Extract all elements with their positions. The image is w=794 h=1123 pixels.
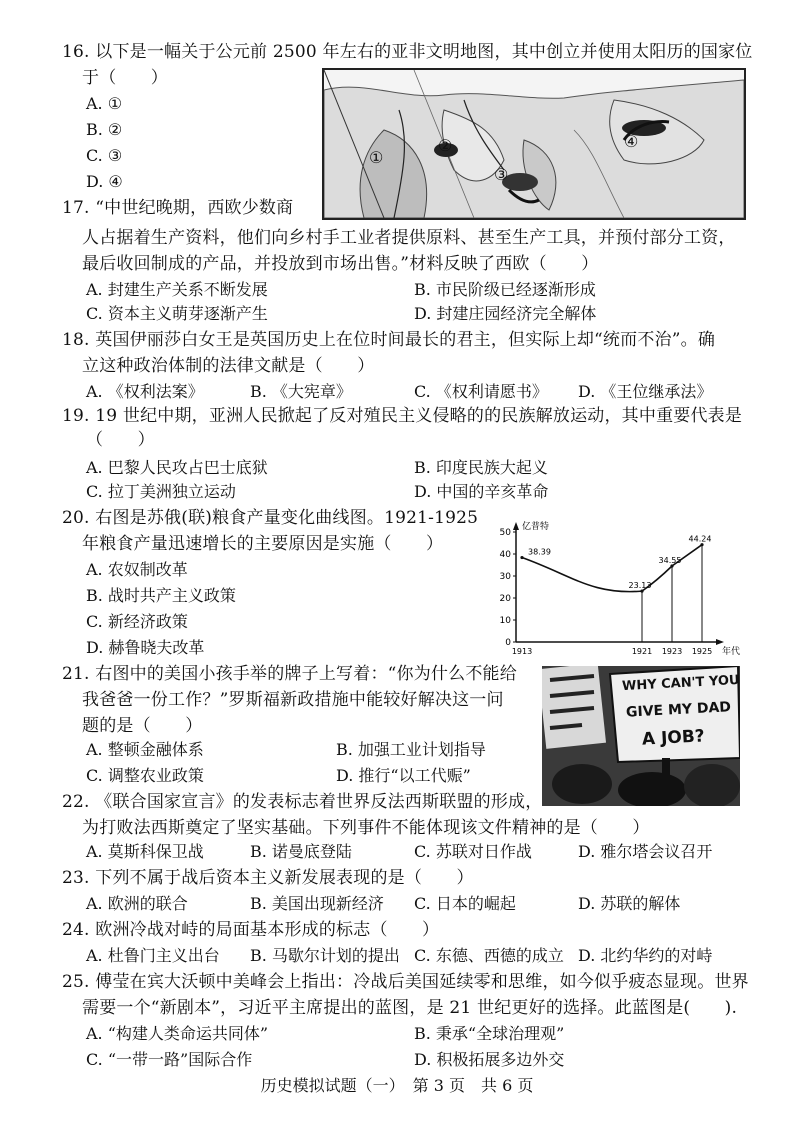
q21-option-c[interactable]: C. 调整农业政策 xyxy=(86,766,204,785)
y-tick-label: 10 xyxy=(499,616,511,626)
y-tick-label: 30 xyxy=(499,572,511,582)
q21-stem-cont: 我爸爸一份工作？”罗斯福新政措施中能较好解决这一问 xyxy=(82,690,504,710)
afro-asian-civilization-map xyxy=(322,68,746,220)
q21-stem-cont2: 题的是（ ） xyxy=(82,716,203,736)
q23-stem: 23. 下列不属于战后资本主义新发展表现的是（ ） xyxy=(62,868,474,888)
q19-stem: 19. 19 世纪中期，亚洲人民掀起了反对殖民主义侵略的的民族解放运动，其中重要代表是 xyxy=(62,406,743,426)
q19-option-a[interactable]: A. 巴黎人民攻占巴士底狱 xyxy=(86,458,268,477)
q17-option-d[interactable]: D. 封建庄园经济完全解体 xyxy=(414,304,597,323)
q22-stem: 22. 《联合国家宣言》的发表标志着世界反法西斯联盟的形成， xyxy=(62,792,543,812)
y-axis-arrow xyxy=(513,522,519,530)
data-label: 44.24 xyxy=(688,534,712,544)
q16-option-a[interactable]: A. ① xyxy=(86,94,123,113)
protest-photo xyxy=(542,666,740,806)
y-axis-label: 亿普特 xyxy=(522,522,550,532)
map-marker-4: ④ xyxy=(624,132,639,151)
y-tick-label: 20 xyxy=(499,594,511,604)
q17-stem-cont2: 最后收回制成的产品，并投放到市场出售。”材料反映了西欧（ ） xyxy=(82,254,599,274)
q17-stem: 17. “中世纪晚期，西欧少数商 xyxy=(62,198,294,218)
q17-option-b[interactable]: B. 市民阶级已经逐渐形成 xyxy=(414,280,596,299)
y-tick-label: 40 xyxy=(499,550,511,560)
sign-text-line-3: A JOB? xyxy=(641,726,706,750)
q18-stem-cont: 立这种政治体制的法律文献是（ ） xyxy=(82,356,375,376)
q19-option-c[interactable]: C. 拉丁美洲独立运动 xyxy=(86,482,236,501)
q25-option-c[interactable]: C. “一带一路”国际合作 xyxy=(86,1050,253,1069)
map-marker-2: ② xyxy=(438,136,453,155)
x-tick-label: 1921 xyxy=(631,647,653,656)
grain-output-chart xyxy=(488,518,748,660)
q16-option-b[interactable]: B. ② xyxy=(86,120,123,139)
map-marker-1: ① xyxy=(369,148,384,167)
q21-option-b[interactable]: B. 加强工业计划指导 xyxy=(336,740,486,759)
map-drawing xyxy=(324,70,744,218)
q16-option-d[interactable]: D. ④ xyxy=(86,172,123,191)
q20-option-d[interactable]: D. 赫鲁晓夫改革 xyxy=(86,638,205,657)
q24-stem: 24. 欧洲冷战对峙的局面基本形成的标志（ ） xyxy=(62,920,440,940)
x-tick-label: 1925 xyxy=(691,647,713,656)
q20-stem: 20. 右图是苏俄(联)粮食产量变化曲线图。1921-1925 xyxy=(62,508,479,528)
x-axis-label: 年代 xyxy=(722,647,741,657)
q24-option-d[interactable]: D. 北约华约的对峙 xyxy=(578,946,713,965)
q18-option-c[interactable]: C. 《权利请愿书》 xyxy=(414,382,548,401)
q16-option-c[interactable]: C. ③ xyxy=(86,146,123,165)
q25-stem: 25. 傅莹在宾大沃顿中美峰会上指出：冷战后美国延续零和思维，如今似乎疲态显现。世界 xyxy=(62,972,749,992)
q24-option-b[interactable]: B. 马歇尔计划的提出 xyxy=(250,946,400,965)
x-axis-arrow xyxy=(716,639,724,645)
q18-option-a[interactable]: A. 《权利法案》 xyxy=(86,382,204,401)
q22-option-b[interactable]: B. 诺曼底登陆 xyxy=(250,842,352,861)
q18-option-d[interactable]: D. 《王位继承法》 xyxy=(578,382,713,401)
q16-stem-cont: 于（ ） xyxy=(82,68,168,88)
q23-option-d[interactable]: D. 苏联的解体 xyxy=(578,894,681,913)
q25-stem-cont: 需要一个“新剧本”，习近平主席提出的蓝图，是 21 世纪更好的选择。此蓝图是( ). xyxy=(82,998,738,1018)
q25-option-a[interactable]: A. “构建人类命运共同体” xyxy=(86,1024,269,1043)
data-point xyxy=(520,556,523,559)
q24-option-a[interactable]: A. 杜鲁门主义出台 xyxy=(86,946,220,965)
q23-option-c[interactable]: C. 日本的崛起 xyxy=(414,894,516,913)
data-label: 23.13 xyxy=(628,581,652,591)
q21-option-d[interactable]: D. 推行“以工代赈” xyxy=(336,766,471,785)
q19-option-d[interactable]: D. 中国的辛亥革命 xyxy=(414,482,549,501)
q19-option-b[interactable]: B. 印度民族大起义 xyxy=(414,458,548,477)
sign-text-line-1: WHY CAN'T YOU xyxy=(621,672,740,695)
grain-output-chart-svg xyxy=(488,518,748,660)
q20-option-a[interactable]: A. 农奴制改革 xyxy=(86,560,188,579)
q22-option-a[interactable]: A. 莫斯科保卫战 xyxy=(86,842,204,861)
q16-stem: 16. 以下是一幅关于公元前 2500 年左右的亚非文明地图，其中创立并使用太阳历的国家位 xyxy=(62,42,753,62)
q19-stem-cont: （ ） xyxy=(86,430,155,450)
page-footer: 历史模拟试题（一） 第 3 页 共 6 页 xyxy=(260,1076,534,1095)
q25-option-d[interactable]: D. 积极拓展多边外交 xyxy=(414,1050,565,1069)
sign-text-line-2: GIVE MY DAD xyxy=(625,699,732,721)
q25-option-b[interactable]: B. 秉承“全球治理观” xyxy=(414,1024,565,1043)
y-tick-label: 0 xyxy=(505,638,511,648)
q20-option-c[interactable]: C. 新经济政策 xyxy=(86,612,188,631)
q22-option-c[interactable]: C. 苏联对日作战 xyxy=(414,842,532,861)
data-label: 34.55 xyxy=(658,555,682,565)
q17-option-c[interactable]: C. 资本主义萌芽逐渐产生 xyxy=(86,304,268,323)
q23-option-b[interactable]: B. 美国出现新经济 xyxy=(250,894,384,913)
q17-option-a[interactable]: A. 封建生产关系不断发展 xyxy=(86,280,268,299)
q21-stem: 21. 右图中的美国小孩手举的牌子上写着：“你为什么不能给 xyxy=(62,664,517,684)
x-tick-label: 1913 xyxy=(511,647,533,656)
q20-stem-cont: 年粮食产量迅速增长的主要原因是实施（ ） xyxy=(82,534,444,554)
q22-option-d[interactable]: D. 雅尔塔会议召开 xyxy=(578,842,713,861)
q17-stem-cont: 人占据着生产资料，他们向乡村手工业者提供原料、甚至生产工具，并预付部分工资， xyxy=(82,228,736,248)
data-label: 38.39 xyxy=(528,547,551,557)
map-marker-3: ③ xyxy=(494,165,509,184)
q23-option-a[interactable]: A. 欧洲的联合 xyxy=(86,894,188,913)
y-tick-label: 50 xyxy=(499,528,511,538)
q24-option-c[interactable]: C. 东德、西德的成立 xyxy=(414,946,564,965)
q20-option-b[interactable]: B. 战时共产主义政策 xyxy=(86,586,236,605)
q18-stem: 18. 英国伊丽莎白女王是英国历史上在位时间最长的君主，但实际上却“统而不治”。确 xyxy=(62,330,716,350)
q22-stem-cont: 为打败法西斯奠定了坚实基础。下列事件不能体现该文件精神的是（ ） xyxy=(82,818,650,838)
q21-option-a[interactable]: A. 整顿金融体系 xyxy=(86,740,204,759)
x-tick-label: 1923 xyxy=(661,647,683,656)
q18-option-b[interactable]: B. 《大宪章》 xyxy=(250,382,352,401)
